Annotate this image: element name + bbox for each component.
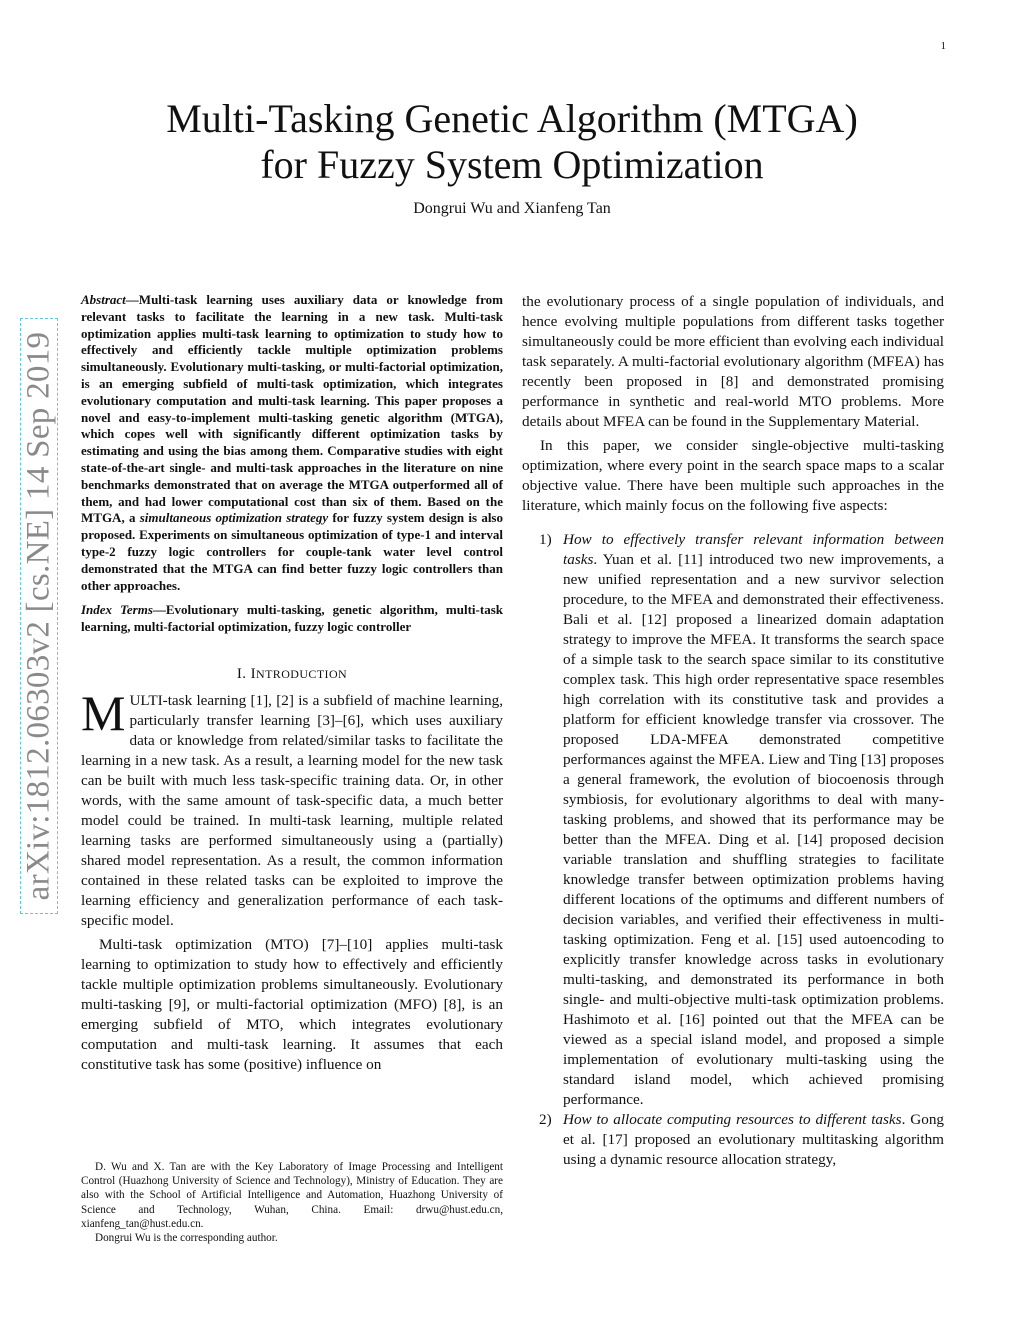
page-number: 1 — [940, 40, 946, 52]
abstract-text-2: for fuzzy system design is also proposed. Experiments on simultaneous optimization of type-1 and interval type-2 fuzzy logic controllers for couple-tank water level control demonstrated that the MTGA can find better fuzzy logic controllers than other approaches. — [81, 510, 503, 593]
intro-paragraph-1-text: ULTI-task learning [1], [2] is a subfield of machine learning, particularly transfer learning [3]–[6], which uses auxiliary data or knowledge from related/similar tasks to facilitate the learning in a new task. As a result, a learning model for the new task can be built with much less task-specific training data. Or, in other words, with the same amount of task-specific data, a much better model could be trained. In multi-task learning, multiple related learning tasks are performed simultaneously using a (partially) shared model representation. As a result, the common information contained in these related tasks can be exploited to improve the learning efficiency and generalization performance of each task-specific model. — [81, 691, 503, 929]
title-line-2: for Fuzzy System Optimization — [260, 142, 764, 187]
abstract-emphasis: simultaneous optimization strategy — [139, 510, 329, 526]
list-item-number: 2) — [539, 1111, 552, 1128]
index-terms-label: Index Terms — [81, 602, 153, 618]
intro-paragraph-1 — [81, 684, 503, 931]
right-paragraph-1: the evolutionary process of a single population of individuals, and hence evolving multiple populations from different tasks together simultaneously could be more efficient than evolving each individual task separately. A multi-factorial evolutionary algorithm (MFEA) has recently been proposed in [8] and demonstrated promising performance in synthetic and real-world MTO problems. More details about MFEA can be found in the Supplementary Material. — [522, 293, 944, 430]
footnote — [81, 1160, 503, 1245]
drop-cap: M — [81, 684, 126, 741]
list-item — [522, 1110, 944, 1170]
index-terms — [81, 602, 503, 636]
footnote-corresponding: Dongrui Wu is the corresponding author. — [95, 1232, 278, 1245]
footnote-affiliation: D. Wu and X. Tan are with the Key Laboratory of Image Processing and Intelligent Control (Huazhong University of Science and Technology), Ministry of Education. They are also with the School of Artificial Intelligence and Automation, Huazhong University of Science and Technology, Wuhan, China. Email: drwu@hust.edu.cn, xianfeng_tan@hust.edu.cn. — [81, 1161, 503, 1230]
section-initial: I — [250, 665, 257, 682]
left-column — [81, 292, 503, 1075]
list-item-number: 1) — [539, 531, 552, 548]
abstract-label: Abstract — [81, 292, 126, 307]
section-numeral: I. — [236, 665, 251, 682]
list-item-heading: How to effectively transfer relevant information between tasks — [563, 531, 944, 568]
section-heading-introduction — [81, 666, 503, 683]
list-item-text: . Yuan et al. [11] introduced two new improvements, a new unified representation and a new survivor selection procedure, to the MFEA and demonstrated their effectiveness. Bali et al. [12] proposed a linearized domain adaptation strategy to improve the MFEA. It transforms the search space of a simple task to the search space similar to its constitutive complex task. This high order representative space resembles high correlation with its constitutive task and provides a platform for efficient knowledge transfer via crossover. The proposed LDA-MFEA demonstrated competitive performances against the MFEA. Liew and Ting [13] proposes a general framework, the evolution of biocoenosis through symbiosis, for evolutionary algorithms to deal with many-tasking problems, and showed that its performance may be better than the MFEA. Ding et al. [14] proposed decision variable translation and shuffling strategies to facilitate knowledge transfer between optimization problems having different locations of the optimums and different numbers of decision variables, and verified their effectiveness in multi-tasking optimization. Feng et al. [15] used autoencoding to explicitly transfer knowledge across tasks in evolutionary multi-tasking, and demonstrated its performance in both single- and multi-objective multi-task optimization problems. Hashimoto et al. [16] pointed out that the MFEA can be viewed as a special island model, and proposed a simple implementation of evolutionary multi-tasking using the standard island model, which achieved promising performance. — [563, 551, 944, 1108]
list-item-heading: How to allocate computing resources to different tasks — [563, 1111, 902, 1128]
abstract-text-1: —Multi-task learning uses auxiliary data or knowledge from relevant tasks to facilitate the learning in a new task. Multi-task optimization applies multi-task learning to optimization to study how to effectively and efficiently tackle multiple optimization problems simultaneously. Evolutionary multi-tasking, or multi-factorial optimization, is an emerging subfield of multi-task optimization, which integrates evolutionary computation and multi-task learning. This paper proposes a novel and easy-to-implement multi-tasking genetic algorithm (MTGA), which copes well with significantly different optimization tasks by estimating and using the bias among them. Comparative studies with eight state-of-the-art single- and multi-task approaches in the literature on nine benchmarks demonstrated that on average the MTGA outperformed all of them, and had lower computational cost than six of them. Based on the MTGA, a — [81, 292, 503, 526]
right-paragraph-2: In this paper, we consider single-objective multi-tasking optimization, where every point in the search space maps to a scalar objective value. There have been multiple such approaches in the literature, which mainly focus on the following five aspects: — [522, 437, 944, 514]
arxiv-stamp-text: arXiv:1812.06303v2 [cs.NE] 14 Sep 2019 — [20, 331, 57, 901]
right-column — [522, 292, 944, 1170]
index-terms-text: —Evolutionary multi-tasking, genetic algorithm, multi-task learning, multi-factorial optimization, fuzzy logic controller — [81, 602, 503, 635]
title-line-1: Multi-Tasking Genetic Algorithm (MTGA) — [166, 96, 858, 141]
paper-title — [0, 96, 1024, 188]
list-item-text: . Gong et al. [17] proposed an evolutionary multitasking algorithm using a dynamic resource allocation strategy, — [563, 1111, 945, 1168]
abstract — [81, 292, 503, 594]
section-rest: NTRODUCTION — [256, 666, 348, 681]
intro-paragraph-2: Multi-task optimization (MTO) [7]–[10] applies multi-task learning to optimization to study how to effectively and efficiently tackle multiple optimization problems simultaneously. Evolutionary multi-tasking [9], or multi-factorial optimization (MFO) [8], is an emerging subfield of MTO, which integrates evolutionary computation and multi-task learning. It assumes that each constitutive task has some (positive) influence on — [81, 935, 503, 1073]
list-item — [522, 530, 944, 1110]
arxiv-stamp[interactable] — [20, 318, 58, 914]
authors: Dongrui Wu and Xianfeng Tan — [413, 200, 611, 217]
aspects-list — [522, 530, 944, 1170]
